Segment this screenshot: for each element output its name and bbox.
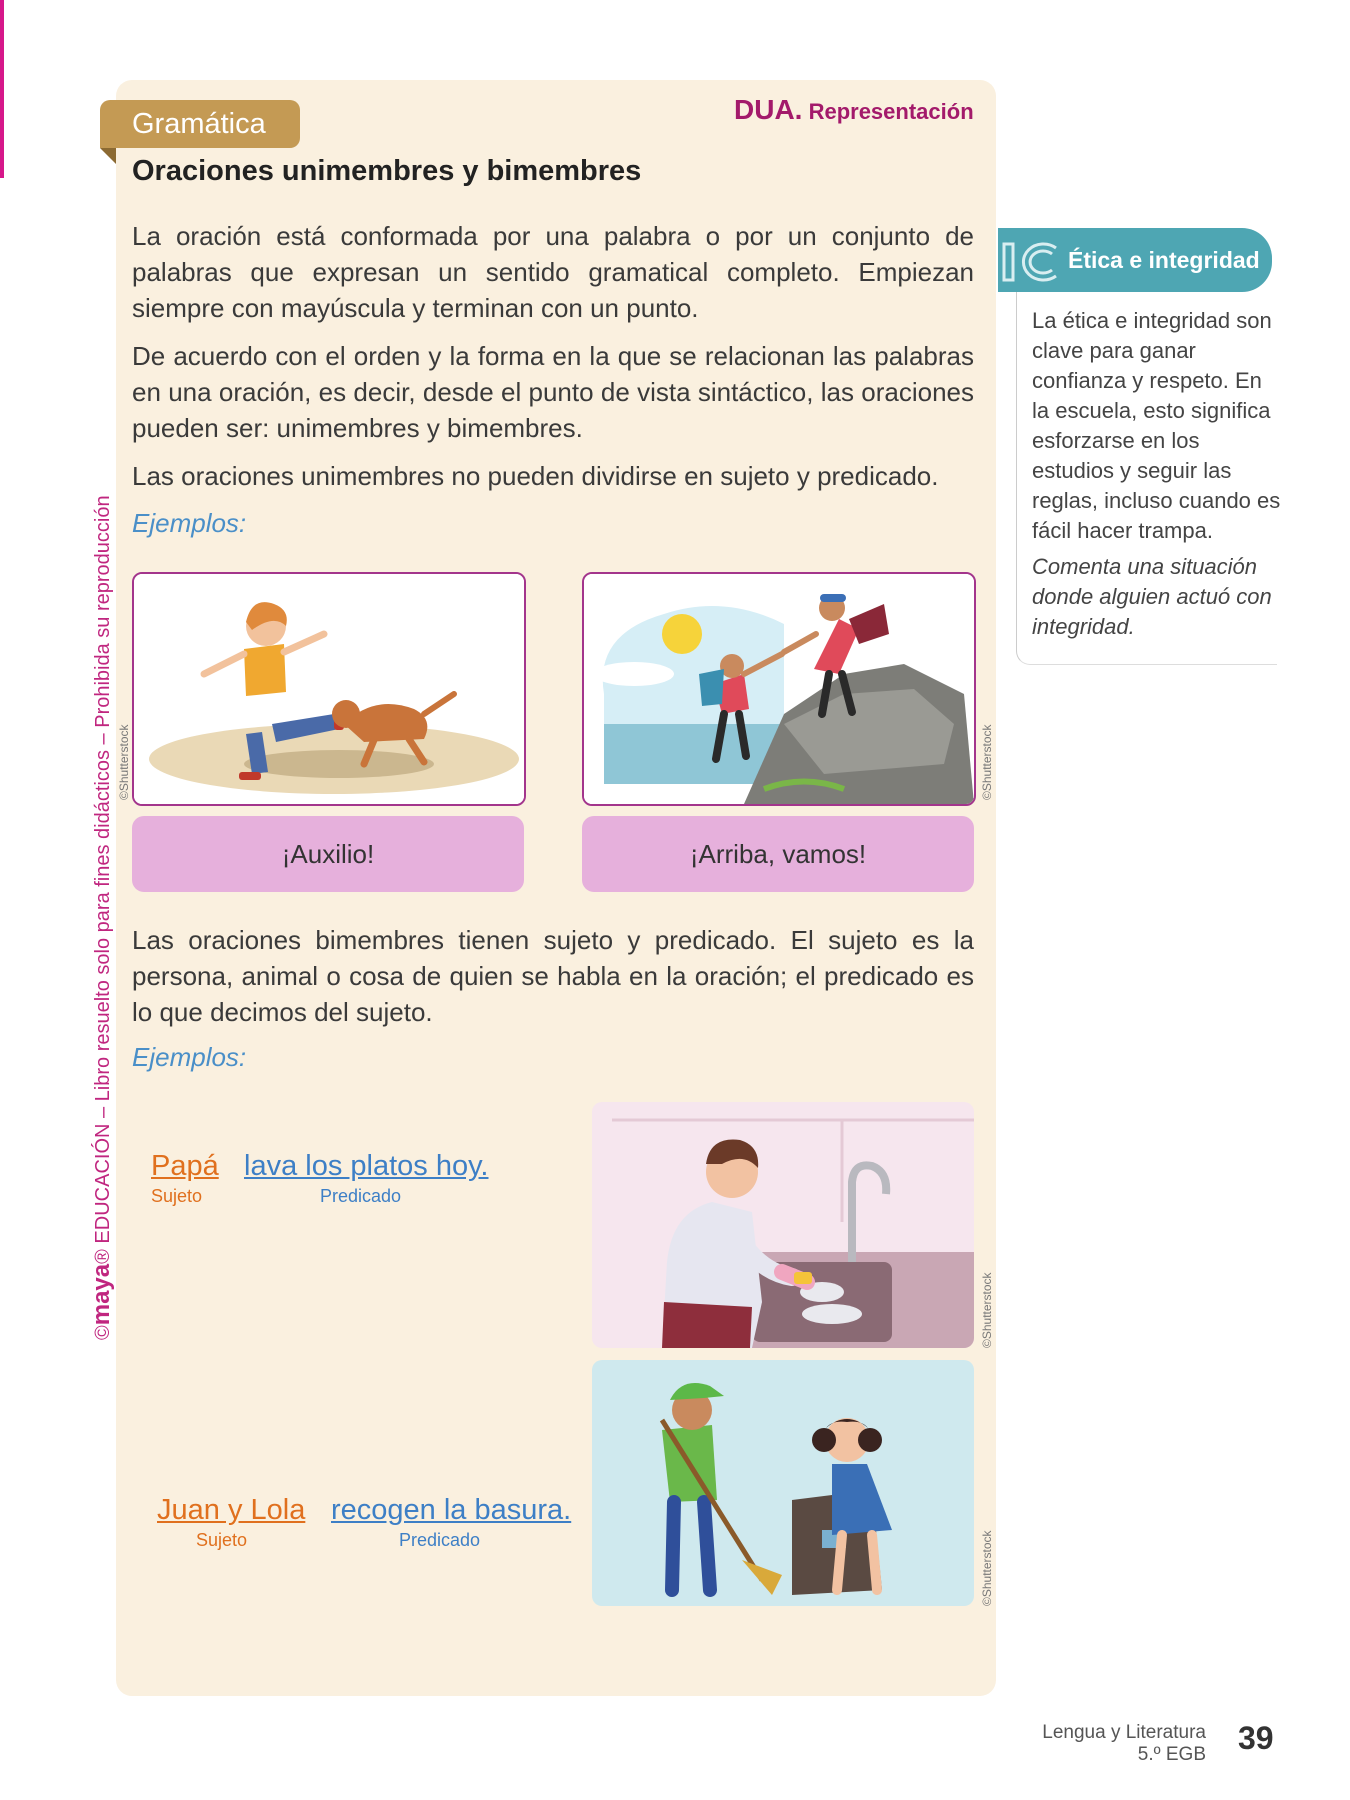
predicate-label: Predicado (320, 1186, 402, 1206)
subject-label: Sujeto (151, 1186, 203, 1206)
sidebar-title: Ética e integridad (1068, 247, 1260, 273)
section-tab-fold (100, 148, 116, 164)
dua-label (734, 94, 974, 126)
ic-logo-icon (1000, 238, 1062, 286)
paragraph-types: De acuerdo con el orden y la forma en la que se relacionan las palabras en una oración, es decir, desde el punto de vista sintáctico, las oraciones pueden ser: unimembres y bimembres. (132, 341, 974, 443)
subject-juan-y-lola: Juan y Lola (157, 1494, 306, 1526)
image-credit: ©Shutterstock (980, 1272, 994, 1348)
examples-label-bimembres: Ejemplos: (132, 1042, 247, 1072)
page-title: Oraciones unimembres y bimembres (132, 155, 642, 187)
section-tab: Gramática (100, 100, 300, 148)
subject-label: Sujeto (196, 1530, 248, 1550)
examples-label-unimembres: Ejemplos: (132, 508, 247, 538)
image-credit: ©Shutterstock (980, 1530, 994, 1606)
caption-pill-auxilio: ¡Auxilio! (132, 816, 524, 892)
image-credit: ©Shutterstock (117, 724, 131, 800)
page-number: 39 (1238, 1720, 1274, 1756)
image-man-washing-dishes (592, 1102, 974, 1348)
sidebar-text: La ética e integridad son clave para ganar confianza y respeto. En la escuela, esto significa esforzarse en los estudios y seguir las reglas, incluso cuando es fácil hacer trampa. (1032, 308, 1281, 543)
dua-type: Representación (808, 99, 974, 124)
caption-pill-arriba: ¡Arriba, vamos! (582, 816, 974, 892)
footer-grade: 5.º EGB (1137, 1744, 1206, 1765)
image-hikers-climbing (582, 572, 976, 806)
image-girl-dog (132, 572, 526, 806)
subject-papa: Papá (151, 1150, 219, 1182)
image-children-picking-trash (592, 1360, 974, 1606)
paragraph-unimembres: Las oraciones unimembres no pueden dividirse en sujeto y predicado. (132, 461, 939, 491)
predicate-label: Predicado (399, 1530, 481, 1550)
paragraph-bimembres: Las oraciones bimembres tienen sujeto y predicado. El sujeto es la persona, animal o cosa de quien se habla en la oración; el predicado es lo que decimos del sujeto. (132, 925, 974, 1027)
footer-subject: Lengua y Literatura (1042, 1722, 1206, 1743)
predicate-lava-platos: lava los platos hoy. (244, 1150, 489, 1182)
page-edge-bar (0, 0, 4, 178)
paragraph-definition: La oración está conformada por una palabra o por un conjunto de palabras que expresan un sentido gramatical completo. Empiezan siempre con mayúscula y terminan con un punto. (132, 221, 974, 323)
copyright-notice: ® EDUCACIÓN – Libro resuelto solo para fines didácticos – Prohibida su reproducción (92, 495, 114, 1264)
brand-name: maya (88, 1263, 115, 1326)
image-credit: ©Shutterstock (980, 724, 994, 800)
copyright-vertical-text (88, 495, 116, 1340)
sidebar-question: Comenta una situación donde alguien actuó con integridad. (1032, 554, 1272, 639)
dua-prefix: DUA. (734, 94, 803, 125)
copyright-symbol: © (92, 1325, 114, 1340)
predicate-recogen-basura: recogen la basura. (331, 1494, 572, 1526)
